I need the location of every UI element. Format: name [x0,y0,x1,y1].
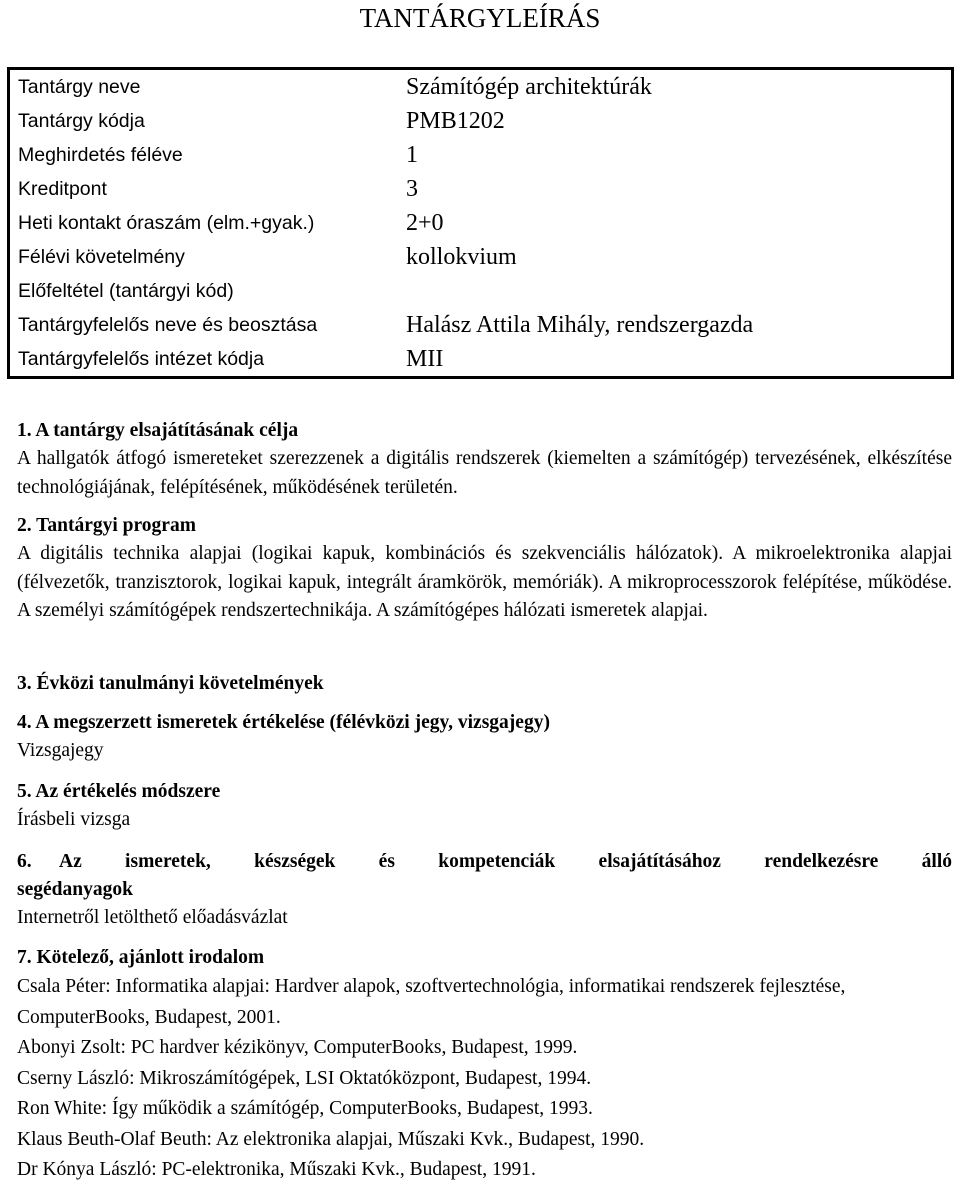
section-6 [17,848,952,933]
info-value: MII [406,345,444,372]
reference-item: Csala Péter: Informatika alapjai: Hardver alapok, szoftvertechnológia, informatikai rendszerek fejlesztése, ComputerBooks, Budapest, 2001. [17,976,846,1028]
section-heading: 5. Az értékelés módszere [17,781,221,802]
section-3 [17,670,952,698]
info-row-responsible [9,308,953,342]
info-label: Kreditpont [18,177,107,200]
section-heading: 3. Évközi tanulmányi követelmények [17,673,324,694]
info-label: Tantárgy kódja [18,109,145,132]
info-row-semester [9,138,953,172]
section-heading: Az ismeretek, készségek és kompetenciák elsajátításához rendelkezésre álló [59,851,952,872]
reference-item: Dr Kónya László: PC-elektronika, Műszaki Kvk., Budapest, 1991. [17,1159,536,1180]
info-row-course-code [9,104,953,138]
section-heading: 7. Kötelező, ajánlott irodalom [17,947,265,968]
section-2 [17,512,952,626]
info-row-course-name [9,69,953,105]
info-row-institute-code [9,342,953,378]
section-body: Vizsgajegy [17,740,104,761]
info-label: Félévi követelmény [18,245,185,268]
section-number: 6. [17,851,32,872]
section-1 [17,417,952,502]
info-value: 2+0 [406,209,444,236]
document-title: TANTÁRGYLEÍRÁS [359,3,601,33]
info-label: Heti kontakt óraszám (elm.+gyak.) [18,211,315,234]
section-body: A digitális technika alapjai (logikai kapuk, kombinációs és szekvenciális hálózatok). A mikroelektronika alapjai (félvezetők, tranzisztorok, logikai kapuk, integrált áramkörök, memóriák). A mikroprocesszorok felépítése, működése. A személyi számítógépek rendszertechnikája. A számítógépes hálózati ismeretek alapjai. [17,543,952,621]
info-value: 3 [406,175,418,202]
info-value: Számítógép architektúrák [406,73,652,100]
info-label: Meghirdetés féléve [18,143,183,166]
info-label: Előfeltétel (tantárgyi kód) [18,279,234,302]
section-heading: 4. A megszerzett ismeretek értékelése (félévközi jegy, vizsgajegy) [17,712,550,733]
info-row-credits [9,172,953,206]
info-value [396,274,953,308]
info-value: PMB1202 [406,107,505,134]
section-heading: 2. Tantárgyi program [17,515,196,536]
section-body: Írásbeli vizsga [17,809,131,830]
info-label: Tantárgyfelelős neve és beosztása [18,313,318,336]
info-label: Tantárgy neve [18,75,141,98]
info-row-weekly-hours [9,206,953,240]
reference-item: Klaus Beuth-Olaf Beuth: Az elektronika alapjai, Műszaki Kvk., Budapest, 1990. [17,1128,645,1150]
info-value: kollokvium [406,243,517,270]
reference-item: Cserny László: Mikroszámítógépek, LSI Oktatóközpont, Budapest, 1994. [17,1067,592,1089]
info-value: 1 [406,141,418,168]
info-label: Tantárgyfelelős intézet kódja [18,347,265,370]
course-info-table [7,67,954,379]
section-7 [17,944,952,1186]
reference-item: Ron White: Így működik a számítógép, ComputerBooks, Budapest, 1993. [17,1098,593,1119]
reference-list [17,972,952,1186]
section-body: A hallgatók átfogó ismereteket szerezzenek a digitális rendszerek (kiemelten a számítógép) tervezésének, elkészítése technológiájának, felépítésének, működésének területén. [17,448,952,498]
section-body: Internetről letölthető előadásvázlat [17,907,288,928]
reference-item: Abonyi Zsolt: PC hardver kézikönyv, ComputerBooks, Budapest, 1999. [17,1037,578,1058]
section-heading-continued: segédanyagok [17,879,133,900]
section-4 [17,709,952,766]
section-heading: 1. A tantárgy elsajátításának célja [17,420,299,441]
section-5 [17,778,952,835]
info-row-requirement [9,240,953,274]
info-value: Halász Attila Mihály, rendszergazda [406,311,754,338]
info-row-prerequisite [9,274,953,308]
